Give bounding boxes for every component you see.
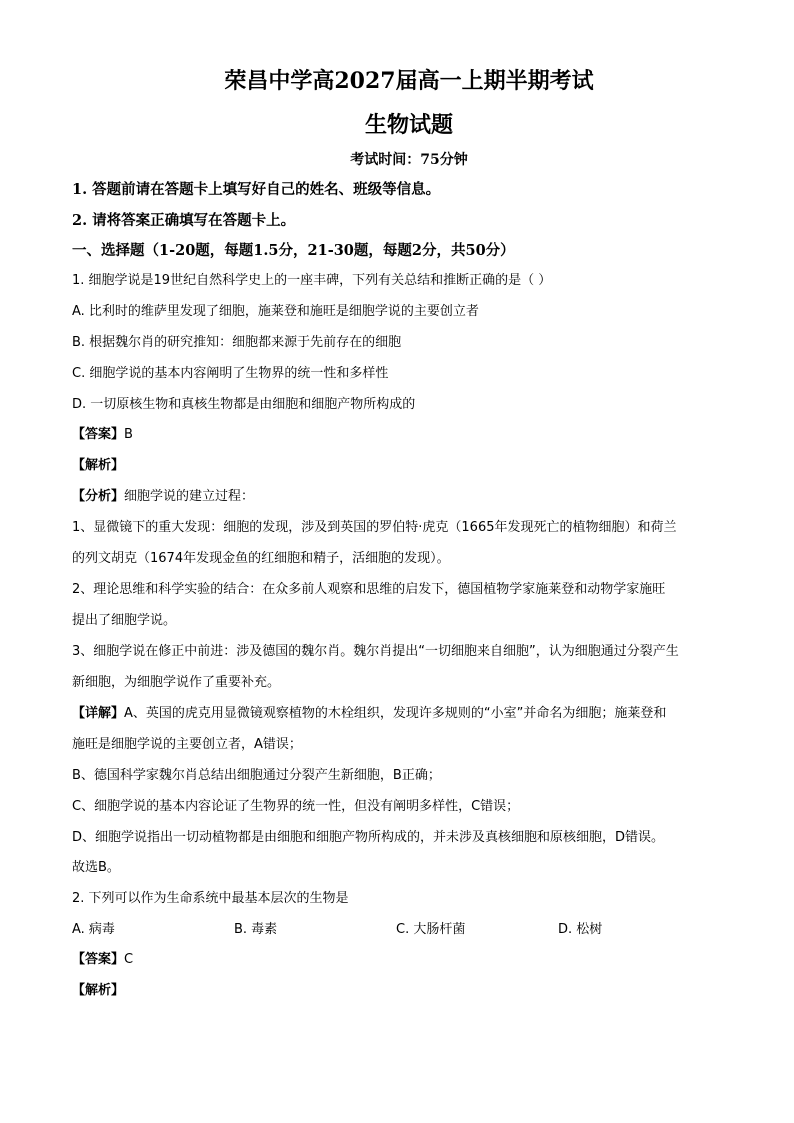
question-1-option-b: B. 根据魏尔肖的研究推知：细胞都来源于先前存在的细胞 [72,335,402,350]
exam-time: 考试时间：75分钟 [350,152,468,168]
point-3-line-1: 3、细胞学说在修正中前进：涉及德国的魏尔肖。魏尔肖提出“一切细胞来自细胞”，认为细胞通过分裂产生 [72,644,679,659]
detail-c: C、细胞学说的基本内容论证了生物界的统一性，但没有阐明多样性，C错误； [72,799,520,814]
page-subtitle: 生物试题 [364,112,453,138]
question-1-stem: 1. 细胞学说是19世纪自然科学史上的一座丰碑，下列有关总结和推断正确的是（ ） [72,273,552,288]
question-1 [72,271,746,878]
question-1-fenxi [72,487,746,507]
question-1-option-a: A. 比利时的维萨里发现了细胞，施莱登和施旺是细胞学说的主要创立者 [72,304,479,319]
point-1-line-1: 1、显微镜下的重大发现：细胞的发现，涉及到英国的罗伯特·虎克（1665年发现死亡的植物细胞）和荷兰 [72,520,677,535]
point-2-line-2: 提出了细胞学说。 [72,613,177,628]
question-2-options [72,920,746,940]
question-2-stem: 2. 下列可以作为生命系统中最基本层次的生物是 [72,891,349,906]
question-2-option-d: D. 松树 [558,922,603,937]
question-2-option-a: A. 病毒 [72,922,115,937]
detail-text: A、英国的虎克用显微镜观察植物的木栓组织，发现许多规则的“小室”并命名为细胞；施莱登和 [124,706,667,721]
answer-value: B [124,427,133,442]
question-2-option-c: C. 大肠杆菌 [396,922,466,937]
point-3-line-2: 新细胞，为细胞学说作了重要补充。 [72,675,281,690]
question-1-answer [72,425,746,445]
fenxi-text: 细胞学说的建立过程： [124,489,255,504]
detail-label: 【详解】 [72,706,125,721]
question-1-option-d: D. 一切原核生物和真核生物都是由细胞和细胞产物所构成的 [72,397,416,412]
question-2-analysis-label: 【解析】 [72,983,125,998]
page-title: 荣昌中学高2027届高一上期半期考试 [224,68,594,94]
question-1-option-c: C. 细胞学说的基本内容阐明了生物界的统一性和多样性 [72,366,389,381]
point-2-line-1: 2、理论思维和科学实验的结合：在众多前人观察和思维的启发下，德国植物学家施莱登和动物学家施旺 [72,582,666,597]
question-2-answer [72,950,746,970]
question-2 [72,889,746,1001]
question-1-analysis-label: 【解析】 [72,458,125,473]
conclusion: 故选B。 [72,860,120,875]
detail-b: B、德国科学家魏尔肖总结出细胞通过分裂产生新细胞，B正确； [72,768,441,783]
detail-line-1 [72,704,746,724]
fenxi-label: 【分析】 [72,489,125,504]
question-2-option-b: B. 毒素 [234,922,278,937]
section-heading: 一、选择题（1-20题，每题1.5分，21-30题，每题2分，共50分） [72,242,515,259]
detail-line-2: 施旺是细胞学说的主要创立者，A错误； [72,737,302,752]
notice-1: 1. 答题前请在答题卡上填写好自己的姓名、班级等信息。 [72,181,441,198]
point-1-line-2: 的列文胡克（1674年发现金鱼的红细胞和精子，活细胞的发现）。 [72,551,450,566]
answer-label: 【答案】 [72,427,125,442]
detail-d: D、细胞学说指出一切动植物都是由细胞和细胞产物所构成的，并未涉及真核细胞和原核细胞，D错误。 [72,830,665,845]
answer-value: C [124,952,134,967]
notice-2: 2. 请将答案正确填写在答题卡上。 [72,212,296,229]
answer-label: 【答案】 [72,952,125,967]
